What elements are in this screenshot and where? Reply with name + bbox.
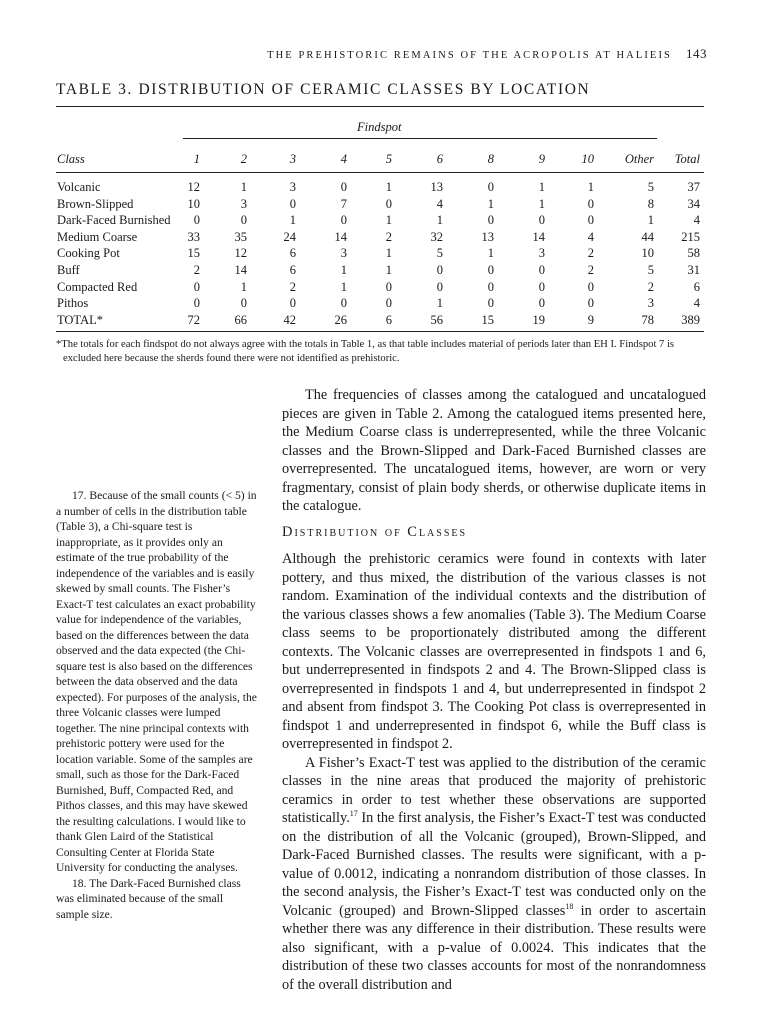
table-cell: 4 xyxy=(436,196,443,211)
running-head xyxy=(220,46,707,62)
page-number: 143 xyxy=(686,46,707,61)
table-cell: 1 xyxy=(436,296,443,311)
table-cell: 12 xyxy=(187,180,200,194)
table-cell: 5 xyxy=(436,246,443,261)
row-label: Dark-Faced Burnished xyxy=(57,213,171,228)
table-cell: 9 xyxy=(587,312,594,327)
table-cell: 2 xyxy=(587,263,594,277)
row-label: Volcanic xyxy=(57,180,101,194)
footnote-ref-17: 17 xyxy=(349,809,358,819)
note-18: 18. The Dark-Faced Burnished class was eliminated because of the small sample size. xyxy=(56,876,241,921)
table-cell: 1 xyxy=(385,246,392,261)
table-cell: 1 xyxy=(385,263,392,277)
table-cell: 0 xyxy=(385,296,392,311)
table-cell: 2 xyxy=(587,246,594,261)
table-cell: 0 xyxy=(340,213,347,228)
table-cell: 13 xyxy=(430,180,443,194)
section-heading: Distribution of Classes xyxy=(282,524,468,540)
footnote-ref-18: 18 xyxy=(565,901,574,911)
table-cell: 2 xyxy=(385,229,392,244)
table-cell: 0 xyxy=(587,279,594,294)
table-cell: 0 xyxy=(487,263,494,277)
table-cell: 2 xyxy=(289,279,296,294)
table-bottom-rule xyxy=(56,331,704,332)
table-cell: 3 xyxy=(538,246,545,261)
table-cell: 215 xyxy=(681,229,700,244)
column-header: 2 xyxy=(240,152,247,166)
body-paragraph-3c: in order to ascertain whether there was any difference in their distribution. These results were also significant, with a p-value of 0.0024. This indicates that the distribution of these two classes accounts for most of the nonrandomness of the overall distribution and xyxy=(282,902,706,993)
table-cell: 0 xyxy=(240,296,247,311)
table-cell: 0 xyxy=(193,296,200,311)
table-cell: 58 xyxy=(687,246,700,261)
column-header: 5 xyxy=(385,152,392,166)
table-footnote-line-1: *The totals for each findspot do not always agree with the totals in Table 1, as that table includes material of periods later than EH I. Findspot 7 is xyxy=(56,339,675,350)
findspot-label: Findspot xyxy=(357,120,402,134)
table-cell: 44 xyxy=(641,229,654,244)
table-cell: 3 xyxy=(340,246,347,261)
table-cell: 0 xyxy=(340,180,347,194)
table-cell: 0 xyxy=(289,196,296,211)
body-paragraph-3 xyxy=(282,754,706,995)
column-header: 10 xyxy=(581,152,594,166)
table-cell: 2 xyxy=(193,263,200,277)
table-cell: 10 xyxy=(187,196,200,211)
table-cell: 6 xyxy=(289,263,296,277)
table-cell: 32 xyxy=(430,229,443,244)
table-cell: 42 xyxy=(283,312,296,327)
row-label: Brown-Slipped xyxy=(57,196,134,211)
table-cell: 1 xyxy=(436,213,443,228)
table-cell: 34 xyxy=(687,196,700,211)
table-cell: 4 xyxy=(693,296,700,311)
table-cell: 4 xyxy=(587,229,594,244)
table-cell: 31 xyxy=(687,263,700,277)
table-cell: 1 xyxy=(538,180,545,194)
table-cell: 6 xyxy=(289,246,296,261)
table-cell: 3 xyxy=(240,196,247,211)
table-cell: 5 xyxy=(647,263,654,277)
table-cell: 66 xyxy=(234,312,247,327)
table-cell: 33 xyxy=(187,229,200,244)
table-cell: 0 xyxy=(385,279,392,294)
table-cell: 1 xyxy=(587,180,594,194)
row-label: Pithos xyxy=(57,296,89,311)
table-cell: 4 xyxy=(693,213,700,228)
row-label: Compacted Red xyxy=(57,279,138,294)
table-cell: 0 xyxy=(289,296,296,311)
table-cell: 15 xyxy=(481,312,494,327)
table-cell: 5 xyxy=(647,180,654,194)
table-cell: 0 xyxy=(587,196,594,211)
table-cell: 389 xyxy=(681,312,700,327)
column-header: 1 xyxy=(193,152,200,166)
body-paragraph-2: Although the prehistoric ceramics were found in contexts with later pottery, and thus mixed, the distribution of the various classes is not random. Examination of the individual contexts and the distribution of the various classes shows a few anomalies (Table 3). The Medium Coarse class seems to be proportionately distributed among the different contexts. The Volcanic classes are overrepresented in findspots 1 and 6, but underrepresented in findspots 2 and 4. The Brown-Slipped class is overrepresented in findspots 1 and 4, but underrepresented in findspot 2 and absent from findspot 3. The Cooking Pot class is overrepresented in findspot 1 and underrepresented in findspot 6, while the Buff class is overrepresented in findspot 2. xyxy=(282,551,706,752)
table-cell: 1 xyxy=(647,213,654,228)
table-cell: 1 xyxy=(487,246,494,261)
body-paragraph-3b: In the first analysis, the Fisher’s Exact-T test was conducted on the distribution of all the Volcanic (grouped), Brown-Slipped, and Dark-Faced Burnished classes. The results were significant, with a p-value of 0.0012, indicating a nonrandom distribution of those classes. In the second analysis, the Fisher’s Exact-T test was conducted only on the Volcanic (grouped) and Brown-Slipped classes xyxy=(282,810,706,919)
table-cell: 1 xyxy=(385,180,392,194)
table-cell: 0 xyxy=(240,213,247,228)
row-label: Cooking Pot xyxy=(57,246,120,261)
table-cell: 13 xyxy=(481,229,494,244)
side-notes xyxy=(56,488,257,922)
table-cell: 1 xyxy=(289,213,296,228)
table-cell: 0 xyxy=(436,279,443,294)
table-cell: 14 xyxy=(334,229,347,244)
table-cell: 6 xyxy=(693,279,700,294)
column-header: Class xyxy=(57,152,85,166)
table-cell: 26 xyxy=(334,312,347,327)
table-footnote xyxy=(56,338,704,366)
table-cell: 72 xyxy=(187,312,200,327)
table-cell: 0 xyxy=(587,296,594,311)
column-header: 9 xyxy=(538,152,545,166)
table-cell: 1 xyxy=(538,196,545,211)
note-17: 17. Because of the small counts (< 5) in a number of cells in the distribution table (Table 3), a Chi-square test is inappropriate, as it provides only an estimate of the true probability of the independence of the variables and is easily skewed by small counts. The Fisher’s Exact-T test calculates an exact probability value for independence of the variables, based on the differences between the data observed and the data expected (the Chi-square test is also based on the differences between the data observed and the data expected). For purposes of the analysis, the three Volcanic classes were lumped together. The nine principal contexts with prehistoric pottery were used for the location variable. Some of the samples are small, such as those for the Dark-Faced Burnished, Buff, Compacted Red, and Pithos classes, and this may have skewed the resulting calculations. I would like to thank Glen Laird of the Statistical Consulting Center at Florida State University for conducting the analyses. xyxy=(56,489,257,874)
table-cell: 0 xyxy=(436,263,443,277)
table-cell: 6 xyxy=(385,312,392,327)
table-cell: 24 xyxy=(283,229,296,244)
table-cell: 3 xyxy=(647,296,654,311)
row-label: Medium Coarse xyxy=(57,229,138,244)
column-header: 3 xyxy=(289,152,296,166)
table-cell: 0 xyxy=(385,196,392,211)
table-cell: 0 xyxy=(340,296,347,311)
table-cell: 1 xyxy=(340,279,347,294)
table-cell: 0 xyxy=(193,279,200,294)
table-cell: 0 xyxy=(487,279,494,294)
table-cell: 15 xyxy=(187,246,200,261)
column-header: Total xyxy=(674,152,700,166)
table-cell: 0 xyxy=(487,213,494,228)
body-paragraph-1: The frequencies of classes among the catalogued and uncatalogued pieces are given in Table 2. Among the catalogued items presented here, the Medium Coarse class is underrepresented, while the three Volcanic classes and the Brown-Slipped and Dark-Faced Burnished classes are overrepresented. The uncatalogued items, however, are worn or very fragmentary, consist of plain body sherds, or otherwise duplicate items in the catalogue. xyxy=(282,387,706,514)
table-cell: 7 xyxy=(340,196,347,211)
column-header: Other xyxy=(624,152,654,166)
table-cell: 1 xyxy=(240,180,247,194)
table-cell: 78 xyxy=(641,312,654,327)
table-cell: 19 xyxy=(532,312,545,327)
table-cell: 1 xyxy=(240,279,247,294)
table-cell: 14 xyxy=(532,229,545,244)
header-rule xyxy=(56,172,704,173)
table-cell: 0 xyxy=(587,213,594,228)
running-head-title: THE PREHISTORIC REMAINS OF THE ACROPOLIS AT HALIEIS xyxy=(267,50,672,61)
table-cell: 37 xyxy=(687,180,700,194)
table-cell: 1 xyxy=(340,263,347,277)
table-cell: 1 xyxy=(487,196,494,211)
table-cell: 0 xyxy=(538,296,545,311)
table-cell: 0 xyxy=(193,213,200,228)
table-cell: 0 xyxy=(538,279,545,294)
table-cell: 12 xyxy=(234,246,247,261)
row-label: Buff xyxy=(57,263,80,277)
body-paragraph-3a: A Fisher’s Exact-T test was applied to the distribution of the ceramic classes in the nine areas that produced the majority of prehistoric ceramics in order to test whether these observations are supported statistically. xyxy=(282,754,706,826)
column-header: 4 xyxy=(340,152,347,166)
table-title: TABLE 3. DISTRIBUTION OF CERAMIC CLASSES BY LOCATION xyxy=(56,81,591,98)
table-cell: 0 xyxy=(538,213,545,228)
findspot-rule xyxy=(183,138,657,139)
body-paragraph-1-block xyxy=(282,386,706,516)
table-cell: 10 xyxy=(641,246,654,261)
body-text-block xyxy=(282,550,706,994)
table-cell: 8 xyxy=(647,196,654,211)
table-cell: 35 xyxy=(234,229,247,244)
table-top-rule xyxy=(56,106,704,107)
table-cell: 0 xyxy=(538,263,545,277)
table-cell: 0 xyxy=(487,296,494,311)
table-cell: 3 xyxy=(289,180,296,194)
column-header: 8 xyxy=(487,152,494,166)
table-cell: 1 xyxy=(385,213,392,228)
column-header: 6 xyxy=(436,152,443,166)
table-cell: 14 xyxy=(234,263,247,277)
row-label: TOTAL* xyxy=(57,312,103,327)
table-footnote-line-2: excluded here because the sherds found there were not identified as prehistoric. xyxy=(63,353,400,364)
table-cell: 2 xyxy=(647,279,654,294)
table-cell: 0 xyxy=(487,180,494,194)
table-cell: 56 xyxy=(430,312,443,327)
